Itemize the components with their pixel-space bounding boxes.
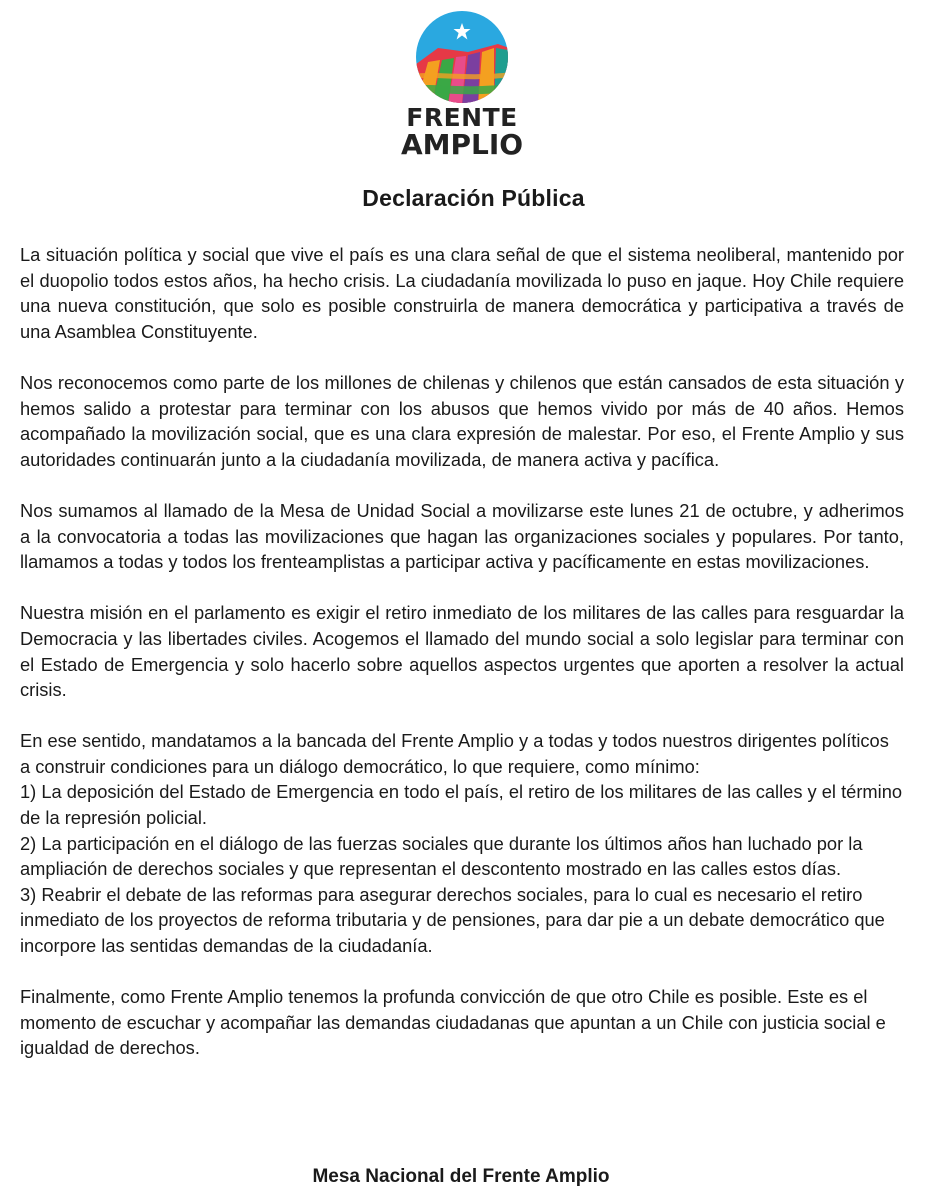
- demand-item-1: 1) La deposición del Estado de Emergencia en todo el país, el retiro de los militares de las calles y el término de la represión policial.: [20, 781, 903, 829]
- paragraph-2: Nos reconocemos como parte de los millones de chilenas y chilenos que están cansados de esta situación y hemos salido a protestar para terminar con los abusos que hemos vivido por más de 40 años. Hemos acompañado la movilización social, que es una clara expresión de malestar. Por eso, el Frente Amplio y sus autoridades continuarán junto a la ciudadanía movilizada, de manera activa y pacífica.: [20, 371, 904, 470]
- logo-emblem-icon: [398, 10, 526, 105]
- closing-paragraph: Finalmente, como Frente Amplio tenemos la profunda convicción de que otro Chile es posible. Este es el momento de escuchar y acompañar las demandas ciudadanas que apuntan a un Chile con justicia social e igualdad de derechos.: [20, 986, 886, 1059]
- demands-section: [20, 728, 904, 958]
- demands-intro: En ese sentido, mandatamos a la bancada del Frente Amplio y a todas y todos nuestros dirigentes políticos a construir condiciones para un diálogo democrático, lo que requiere, como mínimo:: [20, 730, 889, 777]
- paragraph-3: Nos sumamos al llamado de la Mesa de Unidad Social a movilizarse este lunes 21 de octubre, y adherimos a la convocatoria a todas las movilizaciones que hagan las organizaciones sociales y populares. Por tanto, llamamos a todas y todos los frenteamplistas a participar activa y pacíficamente en estas movilizaciones.: [20, 499, 904, 573]
- logo-wordmark-line2: AMPLIO: [400, 128, 524, 161]
- logo-wordmark-line1: FRENTE: [406, 103, 518, 132]
- document-title: Declaración Pública: [362, 185, 585, 211]
- paragraph-4: Nuestra misión en el parlamento es exigir el retiro inmediato de los militares de las calles para resguardar la Democracia y las libertades civiles. Acogemos el llamado del mundo social a solo legislar para terminar con el Estado de Emergencia y solo hacerlo sobre aquellos aspectos urgentes que aporten a resolver la actual crisis.: [20, 602, 904, 701]
- signature: Mesa Nacional del Frente Amplio: [312, 1166, 610, 1187]
- logo-wordmark: [398, 103, 526, 161]
- paragraph-1: La situación política y social que vive el país es una clara señal de que el sistema neoliberal, mantenido por el duopolio todos estos años, ha hecho crisis. La ciudadanía movilizada lo puso en jaque. Hoy Chile requiere una nueva constitución, que solo es posible construirla de manera democrática y participativa a través de una Asamblea Constituyente.: [20, 244, 904, 342]
- document-body: [20, 242, 904, 1087]
- demand-item-3: 3) Reabrir el debate de las reformas para asegurar derechos sociales, para lo cual es necesario el retiro inmediato de los proyectos de reforma tributaria y de pensiones, para dar pie a un debate democrático que incorpore las sentidas demandas de la ciudadanía.: [20, 883, 885, 957]
- demand-item-2: 2) La participación en el diálogo de las fuerzas sociales que durante los últimos años han luchado por la ampliación de derechos sociales y que representan el descontento mostrado en las calles estos días.: [20, 832, 863, 880]
